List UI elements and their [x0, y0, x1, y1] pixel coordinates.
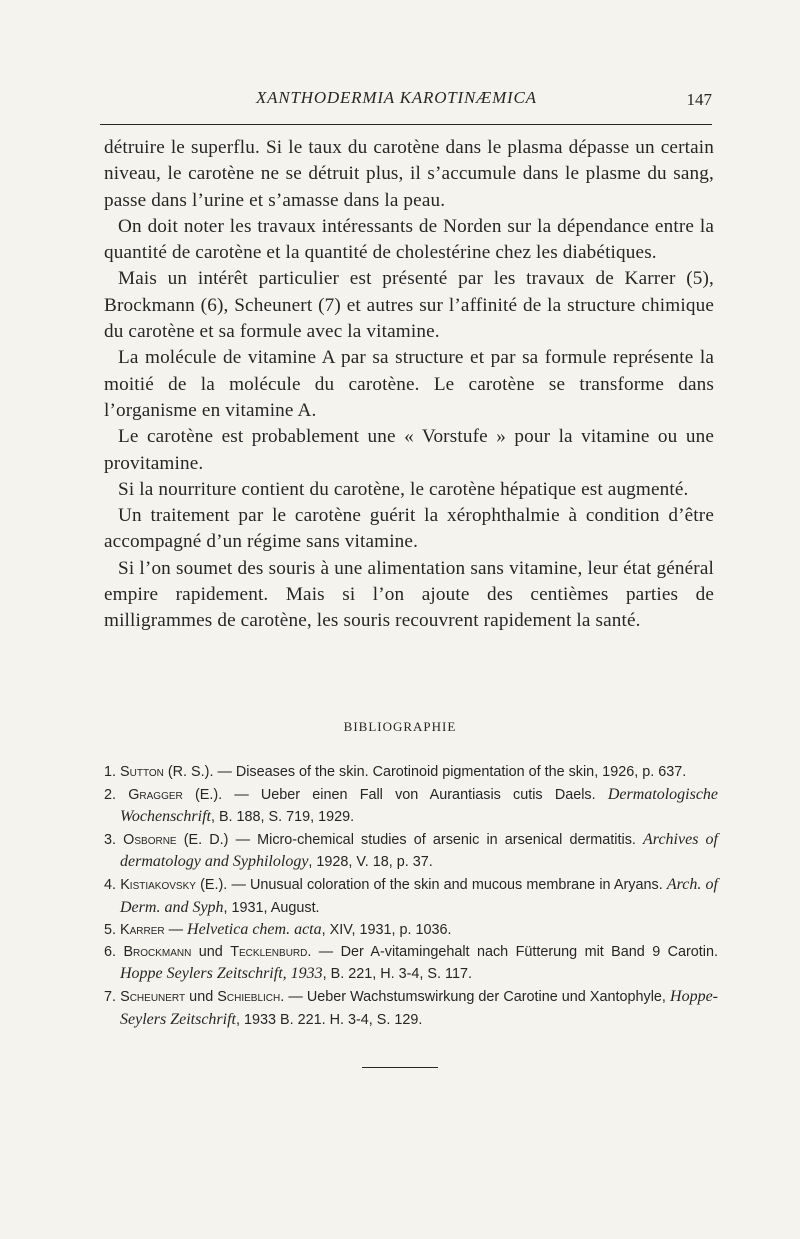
entry-journal: Hoppe Seylers Zeitschrift, 1933	[120, 965, 323, 983]
entry-author: Kistiakovsky	[120, 876, 196, 893]
entry-citation: , XIV, 1931, p. 1036.	[321, 922, 452, 939]
entry-author: Tecklenburd	[230, 943, 308, 960]
page-number: 147	[686, 90, 712, 109]
entry-citation: , 1931, August.	[223, 899, 320, 916]
bibliography-entry	[104, 942, 718, 986]
paragraph: Si la nourriture contient du carotène, le carotène hépatique est augmenté.	[118, 478, 689, 500]
bibliography-entry	[104, 919, 718, 942]
entry-text: (E. D.) — Micro-chemical studies of arsenic in arsenical dermatitis.	[176, 831, 644, 848]
entry-text: —	[164, 922, 188, 939]
entry-text: (E.). — Ueber einen Fall von Aurantiasis cutis Daels.	[182, 786, 608, 803]
paragraph: La molécule de vitamine A par sa structure et par sa formule représente la moitié de la molécule du carotène. Le carotène se transforme dans l’organisme en vitamine A.	[104, 347, 714, 421]
entry-author: Schieblich	[217, 988, 281, 1005]
bibliography-heading: BIBLIOGRAPHIE	[343, 719, 457, 734]
entry-journal: Archives of dermatology and Syphilology	[120, 830, 719, 871]
entry-connector: und	[185, 988, 218, 1005]
bibliography-entry	[104, 874, 718, 919]
running-title: XANTHODERMIA KAROTINÆMICA	[256, 88, 537, 107]
entry-number: 7.	[104, 988, 117, 1005]
entry-journal: Helvetica chem. acta	[187, 921, 322, 939]
paragraph: On doit noter les travaux intéressants de Norden sur la dépendance entre la quantité de carotène et la quantité de cholestérine chez les diabétiques.	[104, 215, 714, 264]
closing-rule	[362, 1067, 438, 1068]
entry-author: Scheunert	[120, 988, 186, 1005]
entry-journal: Arch. of Derm. and Syph	[120, 875, 718, 916]
header-rule	[100, 124, 712, 125]
entry-citation: , 1928, V. 18, p. 37.	[308, 854, 433, 871]
entry-author: Gragger	[128, 786, 183, 803]
entry-text: . — Ueber Wachstumswirkung der Carotine und Xantophyle,	[280, 988, 671, 1005]
entry-number: 1.	[104, 764, 117, 780]
entry-author: Sutton	[120, 764, 164, 780]
entry-text: (R. S.). — Diseases of the skin. Carotinoid pigmentation of the skin, 1926, p. 637.	[163, 764, 687, 780]
bibliography-entry	[104, 784, 718, 829]
paragraph: Un traitement par le carotène guérit la xérophthalmie à condition d’être accompagné d’un régime sans vitamine.	[104, 505, 714, 553]
entry-citation: , B. 188, S. 719, 1929.	[210, 809, 355, 826]
entry-journal: Dermatologische Wochenschrift	[120, 785, 719, 826]
bibliography-entry	[104, 829, 718, 874]
entry-number: 2.	[104, 786, 117, 803]
entry-journal: Hoppe-Seylers Zeitschrift	[120, 987, 718, 1028]
entry-author: Karrer	[120, 922, 165, 939]
entry-text: . — Der A-vitamingehalt nach Fütterung mit Band 9 Carotin.	[307, 943, 719, 960]
entry-number: 3.	[104, 831, 117, 848]
entry-author: Brockmann	[123, 943, 192, 960]
bibliography-entry	[104, 762, 718, 784]
entry-number: 5.	[104, 922, 117, 939]
bibliography-entry	[104, 986, 718, 1031]
entry-number: 4.	[104, 876, 117, 893]
entry-number: 6.	[104, 943, 117, 960]
entry-author: Osborne	[123, 831, 177, 848]
paragraph: détruire le superflu. Si le taux du carotène dans le plasma dépasse un certain niveau, le carotène ne se détruit plus, il s’accumule dans le plasme du sang, passe dans l’urine et s’amasse dans la peau.	[104, 137, 714, 211]
body-text	[104, 135, 714, 635]
entry-connector: und	[191, 943, 231, 960]
entry-text: (E.). — Unusual coloration of the skin and mucous membrane in Aryans.	[195, 876, 667, 893]
bibliography-list	[104, 762, 718, 1031]
entry-citation: , B. 221, H. 3-4, S. 117.	[322, 966, 472, 983]
paragraph: Le carotène est probablement une « Vorstufe » pour la vitamine ou une provitamine.	[104, 426, 714, 474]
paragraph: Si l’on soumet des souris à une alimentation sans vitamine, leur état général empire rapidement. Mais si l’on ajoute des centièmes parties de milligrammes de carotène, les souris recouvrent rapidement la santé.	[104, 557, 714, 632]
paragraph: Mais un intérêt particulier est présenté par les travaux de Karrer (5), Brockmann (6), Scheunert (7) et autres sur l’affinité de la structure chimique du carotène et sa formule avec la vitamine.	[104, 268, 714, 343]
entry-citation: , 1933 B. 221. H. 3-4, S. 129.	[235, 1011, 423, 1028]
page-header	[100, 88, 712, 112]
